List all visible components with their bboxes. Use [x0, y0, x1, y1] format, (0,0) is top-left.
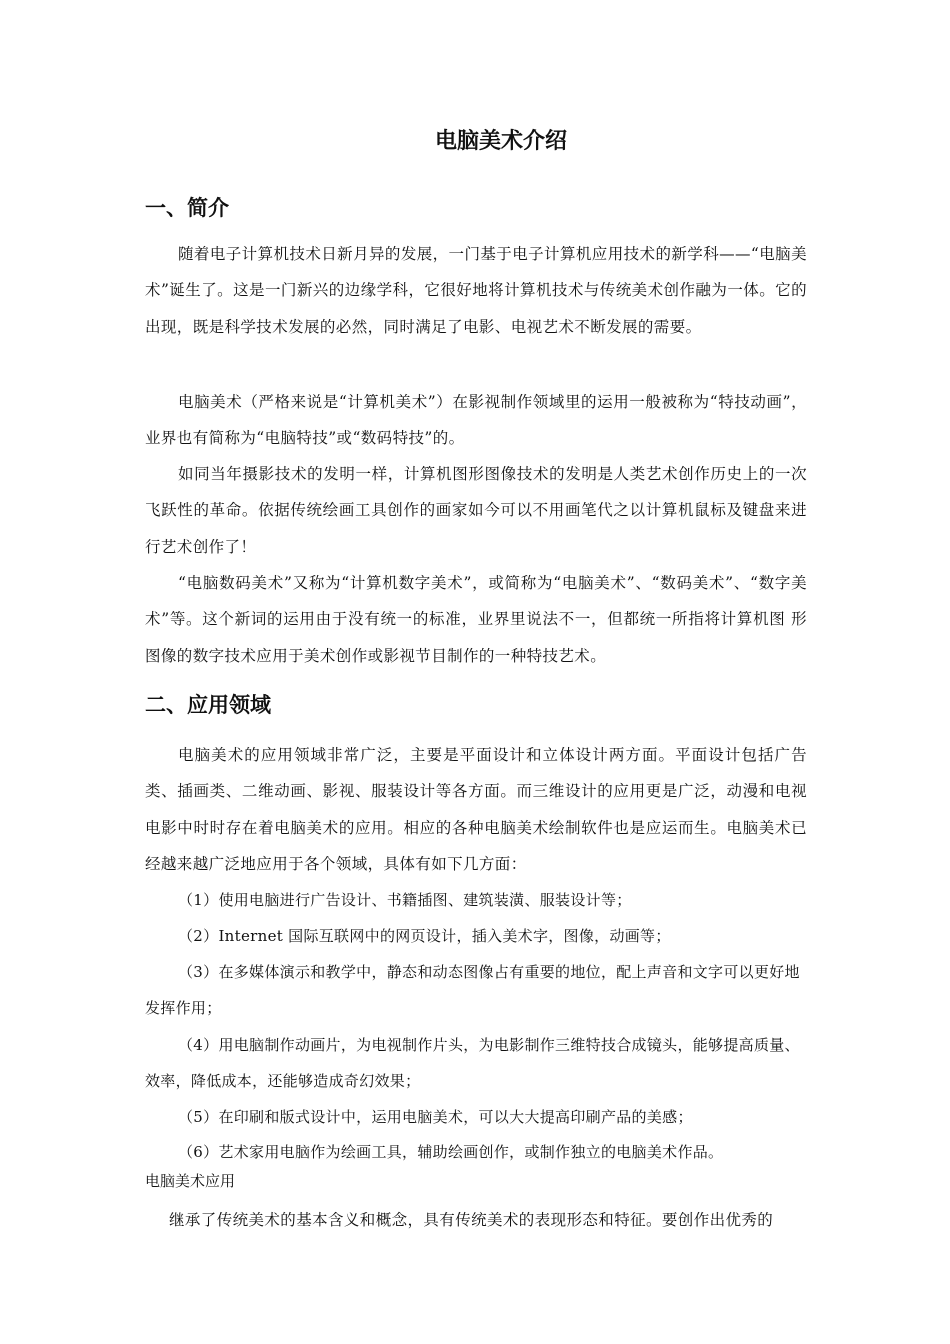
application-list-item-4: （4）用电脑制作动画片，为电视制作片头，为电影制作三维特技合成镜头，能够提高质量、效率，降低成本，还能够造成奇幻效果；	[145, 1036, 800, 1091]
intro-paragraph-2: 电脑美术（严格来说是“计算机美术”）在影视制作领域里的运用一般被称为“特技动画”，业界也有简称为“电脑特技”或“数码特技”的。	[145, 393, 807, 448]
section-heading-applications: 二、应用领域	[145, 693, 271, 717]
application-subheading: 电脑美术应用	[145, 1172, 236, 1190]
intro-paragraph-4: “电脑数码美术”又称为“计算机数字美术”，或简称为“电脑美术”、“数码美术”、“数字美术”等。这个新词的运用由于没有统一的标准，业界里说法不一，但都统一所指将计算机图 形图像的数字技术应用于美术创作或影视节目制作的一种特技艺术。	[145, 574, 807, 665]
document-title: 电脑美术介绍	[434, 129, 567, 154]
intro-paragraph-1: 随着电子计算机技术日新月异的发展，一门基于电子计算机应用技术的新学科——“电脑美术”诞生了。这是一门新兴的边缘学科，它很好地将计算机技术与传统美术创作融为一体。它的出现，既是科学技术发展的必然，同时满足了电影、电视艺术不断发展的需要。	[145, 245, 807, 336]
closing-paragraph: 继承了传统美术的基本含义和概念，具有传统美术的表现形态和特征。要创作出优秀的	[169, 1211, 774, 1229]
application-list-item-5: （5）在印刷和版式设计中，运用电脑美术，可以大大提高印刷产品的美感；	[178, 1108, 693, 1126]
intro-paragraph-3: 如同当年摄影技术的发明一样，计算机图形图像技术的发明是人类艺术创作历史上的一次飞跃性的革命。依据传统绘画工具创作的画家如今可以不用画笔代之以计算机鼠标及键盘来进行艺术创作了！	[145, 465, 807, 556]
section-heading-intro: 一、简介	[145, 196, 229, 220]
application-list-item-3: （3）在多媒体演示和教学中，静态和动态图像占有重要的地位，配上声音和文字可以更好地发挥作用；	[145, 963, 800, 1018]
application-list-item-2: （2）Internet 国际互联网中的网页设计，插入美术字，图像，动画等；	[178, 927, 671, 945]
application-list-item-1: （1）使用电脑进行广告设计、书籍插图、建筑装潢、服装设计等；	[178, 891, 632, 909]
applications-intro-paragraph: 电脑美术的应用领域非常广泛，主要是平面设计和立体设计两方面。平面设计包括广告类、插画类、二维动画、影视、服装设计等各方面。而三维设计的应用更是广泛，动漫和电视电影中时时存在着电脑美术的应用。相应的各种电脑美术绘制软件也是应运而生。电脑美术已经越来越广泛地应用于各个领域，具体有如下几方面：	[145, 746, 807, 873]
application-list-item-6: （6）艺术家用电脑作为绘画工具，辅助绘画创作，或制作独立的电脑美术作品。	[178, 1143, 724, 1161]
